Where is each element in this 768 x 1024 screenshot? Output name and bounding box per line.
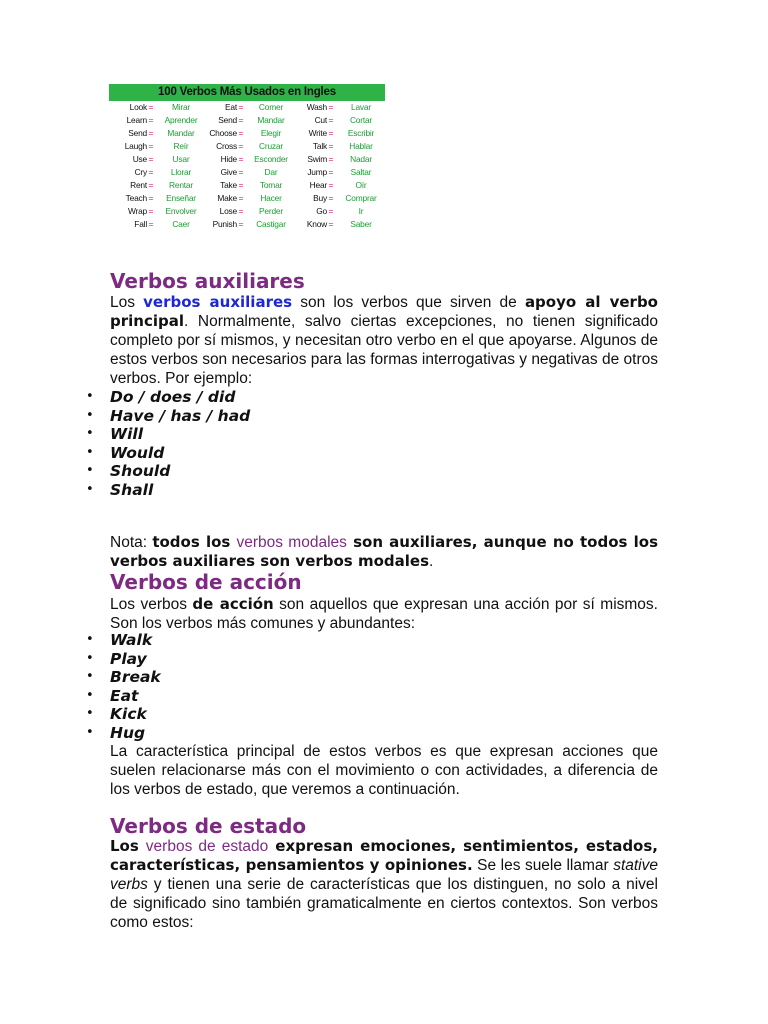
verb-spanish: Usar — [172, 154, 190, 164]
verb-spanish: Esconder — [254, 154, 288, 164]
note-label: Nota: — [110, 534, 153, 551]
verb-english: Talk — [312, 141, 327, 151]
aux-text-3: . Normalmente, salvo ciertas excepciones, no tienen significado completo por sí mismos, y necesitan otro verbo en el que apoyarse. Algunos de estos verbos son necesarios para las formas interrogativas y negativas de otros verbos. Por ejemplo: — [110, 313, 658, 387]
verb-english: Laugh — [124, 141, 147, 151]
bullet-icon: • — [86, 481, 94, 497]
verb-equals-sign: = — [238, 141, 244, 151]
verb-spanish: Enseñar — [166, 193, 196, 203]
verb-equals-sign: = — [148, 128, 154, 138]
list-item-text: Do / does / did — [110, 388, 236, 406]
verb-english: Give — [220, 167, 237, 177]
list-item — [0, 631, 161, 650]
bullet-icon: • — [86, 389, 94, 404]
bullet-icon: • — [86, 706, 94, 721]
verb-equals-sign: = — [148, 167, 154, 177]
verb-spanish: Comer — [258, 102, 284, 112]
aux-bold-text: apoyo al verbo principal — [110, 293, 658, 330]
aux-paragraph — [110, 293, 658, 388]
verb-table-row — [109, 101, 385, 114]
estado-text-2: y tienen una serie de características que los distinguen, no solo a nivel de significado sino también gramaticalmente en ciertos contextos. Son verbos como estos: — [110, 876, 658, 931]
bullet-icon: • — [86, 650, 94, 666]
verb-english: Write — [308, 128, 327, 138]
verb-spanish: Hablar — [349, 141, 373, 151]
verb-equals-sign: = — [328, 193, 334, 203]
verb-equals-sign: = — [148, 115, 154, 125]
verb-spanish: Mandar — [257, 115, 285, 125]
verb-english: Hide — [220, 154, 237, 164]
heading-verbos-de-accion: Verbos de acción — [110, 570, 302, 594]
verb-english: Rent — [130, 180, 147, 190]
verb-spanish: Caer — [172, 219, 190, 229]
list-item-text: Play — [110, 649, 147, 668]
verb-english: Punish — [212, 219, 237, 229]
list-item — [0, 705, 161, 724]
verb-english: Use — [132, 154, 147, 164]
verb-equals-sign: = — [238, 167, 244, 177]
heading-verbos-de-estado: Verbos de estado — [110, 814, 307, 838]
verb-equals-sign: = — [238, 102, 244, 112]
list-item — [0, 687, 161, 706]
verb-spanish: Saber — [350, 219, 372, 229]
accion-verb-list — [0, 631, 161, 742]
list-item-text: Break — [110, 668, 161, 686]
estado-bold-text: expresan emociones, sentimientos, estados, características, pensamientos y opiniones. — [110, 837, 658, 874]
verb-equals-sign: = — [328, 128, 334, 138]
verb-table-title: 100 Verbos Más Usados en Ingles — [109, 84, 385, 101]
bullet-icon: • — [86, 669, 94, 684]
verb-spanish: Oír — [355, 180, 367, 190]
verb-equals-sign: = — [148, 102, 154, 112]
verb-english: Know — [306, 219, 327, 229]
list-item-text: Walk — [110, 631, 153, 649]
verb-english: Send — [218, 115, 237, 125]
verb-spanish: Reír — [173, 141, 189, 151]
estado-paragraph — [110, 837, 658, 932]
verb-spanish: Hacer — [260, 193, 282, 203]
verb-equals-sign: = — [148, 219, 154, 229]
verb-english: Hear — [309, 180, 327, 190]
verb-table-row — [109, 218, 385, 231]
link-verbos-de-estado[interactable]: verbos de estado — [145, 838, 269, 855]
verb-english: Make — [217, 193, 237, 203]
list-item — [0, 444, 250, 463]
verb-table-row — [109, 114, 385, 127]
list-item-text: Shall — [110, 480, 154, 499]
verb-equals-sign: = — [238, 193, 244, 203]
verb-english: Swim — [307, 154, 327, 164]
verb-table-row — [109, 192, 385, 205]
verb-equals-sign: = — [148, 180, 154, 190]
verb-english: Buy — [313, 193, 327, 203]
verb-spanish: Cortar — [349, 115, 373, 125]
verb-english: Wrap — [127, 206, 147, 216]
verb-spanish: Cruzar — [259, 141, 283, 151]
verb-equals-sign: = — [238, 180, 244, 190]
verb-table-row — [109, 140, 385, 153]
verb-english: Learn — [126, 115, 147, 125]
verb-english: Choose — [209, 128, 237, 138]
verb-equals-sign: = — [238, 154, 244, 164]
aux-verb-list — [0, 388, 250, 499]
verb-english: Send — [128, 128, 147, 138]
note-bold-2: son auxiliares, aunque no todos los verbos auxiliares son verbos modales — [110, 533, 659, 570]
list-item-text: Kick — [110, 705, 147, 723]
list-item-text: Have / has / had — [110, 406, 251, 425]
verb-english: Teach — [125, 193, 147, 203]
list-item — [0, 481, 250, 500]
estado-bold-los: Los — [110, 837, 146, 855]
estado-text-1: Se les suele llamar — [472, 857, 614, 874]
heading-verbos-auxiliares: Verbos auxiliares — [110, 269, 305, 293]
verb-equals-sign: = — [328, 167, 334, 177]
verb-spanish: Rentar — [169, 180, 193, 190]
verb-equals-sign: = — [148, 154, 154, 164]
verb-spanish: Envolver — [165, 206, 197, 216]
bullet-icon: • — [86, 444, 94, 460]
verb-equals-sign: = — [328, 180, 334, 190]
list-item-text: Will — [110, 425, 144, 443]
verb-spanish: Elegir — [260, 128, 282, 138]
list-item — [0, 650, 161, 669]
verb-equals-sign: = — [328, 219, 334, 229]
verb-table-row — [109, 179, 385, 192]
estado-italic-text: stative verbs — [110, 857, 659, 893]
verb-spanish: Saltar — [350, 167, 372, 177]
verb-english: Wash — [306, 102, 327, 112]
verb-table-row — [109, 127, 385, 140]
verb-english: Take — [220, 180, 237, 190]
list-item-text: Would — [110, 443, 165, 462]
accion-paragraph — [110, 595, 658, 633]
accion-text-2: son aquellos que expresan una acción por sí mismos. Son los verbos más comunes y abundantes: — [110, 596, 658, 632]
verb-spanish: Castigar — [256, 219, 286, 229]
verb-equals-sign: = — [238, 206, 244, 216]
list-item — [0, 407, 250, 426]
accion-text-1: Los verbos — [110, 596, 193, 613]
verb-spanish: Escribir — [347, 128, 375, 138]
link-verbos-auxiliares[interactable]: verbos auxiliares — [143, 293, 293, 311]
accion-bold-text: de acción — [192, 595, 274, 613]
bullet-icon: • — [86, 687, 94, 703]
list-item — [0, 388, 250, 407]
verb-equals-sign: = — [148, 206, 154, 216]
verb-equals-sign: = — [238, 115, 244, 125]
verb-spanish: Lavar — [351, 102, 371, 112]
verb-spanish: Comprar — [345, 193, 377, 203]
verb-table-image — [109, 84, 385, 232]
verb-english: Go — [316, 206, 327, 216]
verb-equals-sign: = — [238, 128, 244, 138]
bullet-icon: • — [86, 463, 94, 478]
verb-equals-sign: = — [328, 206, 334, 216]
verb-english: Jump — [307, 167, 327, 177]
verb-spanish: Mandar — [167, 128, 195, 138]
note-end: . — [429, 553, 434, 570]
verb-spanish: Dar — [264, 167, 278, 177]
verb-english: Cry — [134, 167, 147, 177]
verb-equals-sign: = — [238, 219, 244, 229]
verb-english: Look — [129, 102, 147, 112]
verb-equals-sign: = — [148, 193, 154, 203]
verb-spanish: Mirar — [171, 102, 191, 112]
bullet-icon: • — [86, 632, 94, 647]
verb-english: Cut — [314, 115, 327, 125]
verb-spanish: Aprender — [164, 115, 198, 125]
verb-spanish: Perder — [259, 206, 283, 216]
verb-english: Fall — [134, 219, 147, 229]
verb-table-row — [109, 166, 385, 179]
list-item — [0, 668, 161, 687]
verb-english: Eat — [225, 102, 237, 112]
verb-spanish: Llorar — [170, 167, 192, 177]
verb-english: Cross — [216, 141, 237, 151]
verb-table-grid — [109, 101, 385, 232]
note-bold-1: todos los — [152, 533, 237, 551]
bullet-icon: • — [86, 724, 94, 740]
list-item-text: Eat — [110, 686, 139, 705]
verb-english: Lose — [219, 206, 237, 216]
aux-text-1: Los — [110, 294, 144, 311]
verb-table-row — [109, 153, 385, 166]
bullet-icon: • — [86, 426, 94, 441]
list-item-text: Hug — [110, 723, 146, 742]
verb-spanish: Nadar — [350, 154, 372, 164]
verb-spanish: Ir — [358, 206, 364, 216]
verb-table-row — [109, 205, 385, 218]
verb-equals-sign: = — [328, 141, 334, 151]
verb-equals-sign: = — [328, 102, 334, 112]
list-item — [0, 724, 161, 743]
link-verbos-modales[interactable]: verbos modales — [236, 534, 347, 551]
verb-spanish: Tomar — [259, 180, 283, 190]
note-paragraph — [110, 533, 658, 571]
accion-paragraph-2: La característica principal de estos verbos es que expresan acciones que suelen relacionarse más con el movimiento o con actividades, a diferencia de los verbos de estado, que veremos a continuación. — [110, 743, 658, 798]
verb-equals-sign: = — [148, 141, 154, 151]
verb-equals-sign: = — [328, 154, 334, 164]
list-item-text: Should — [110, 462, 171, 480]
aux-text-2: son los verbos que sirven de — [292, 294, 525, 311]
verb-equals-sign: = — [328, 115, 334, 125]
list-item — [0, 425, 250, 444]
list-item — [0, 462, 250, 481]
bullet-icon: • — [86, 407, 94, 423]
